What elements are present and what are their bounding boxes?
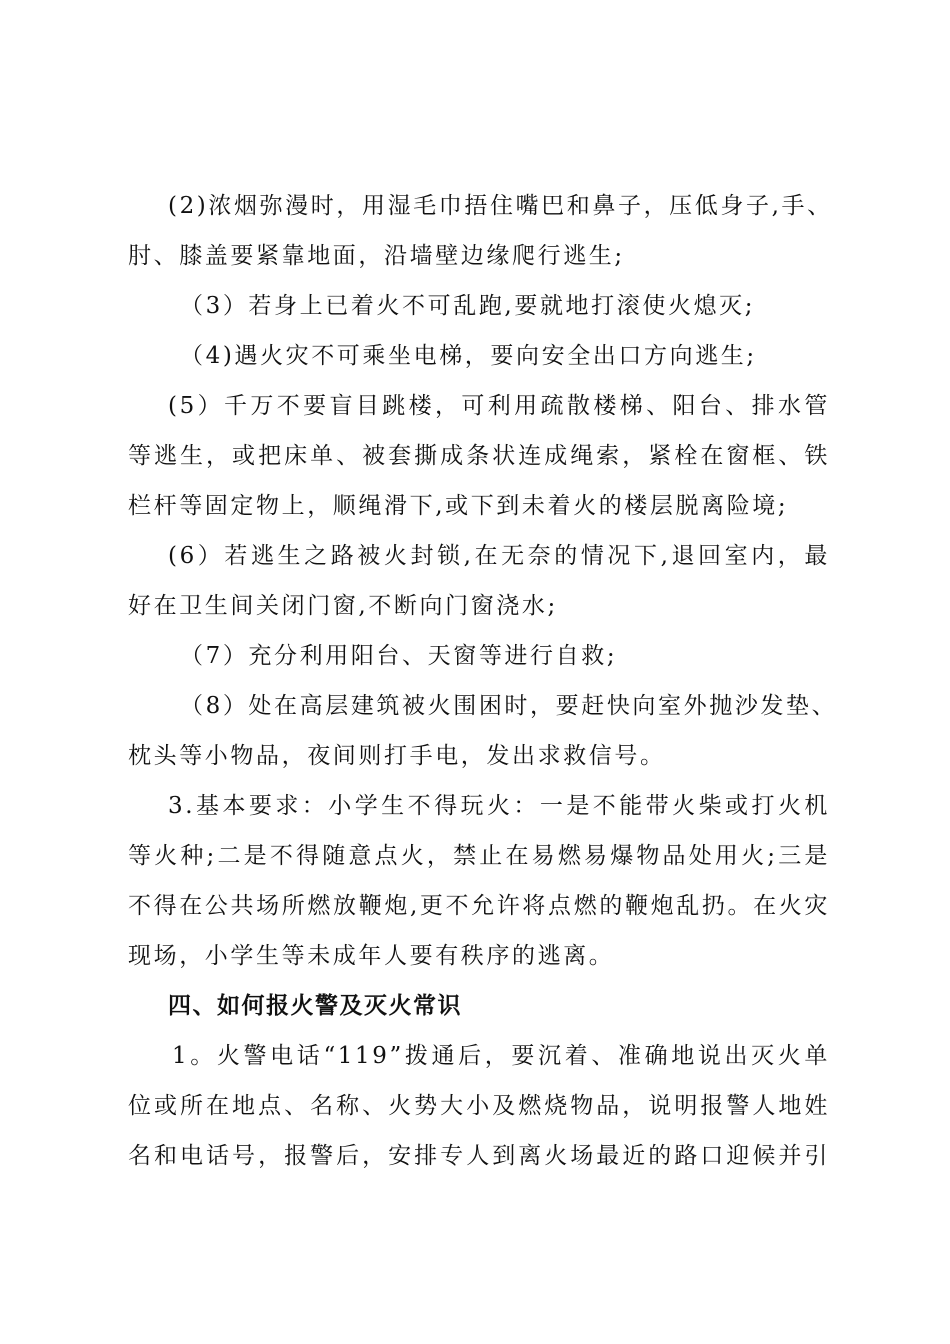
paragraph-line: (5）千万不要盲目跳楼，可利用疏散楼梯、阳台、排水管 — [168, 393, 830, 419]
paragraph-line: (2)浓烟弥漫时，用湿毛巾捂住嘴巴和鼻子，压低身子,手、 — [168, 193, 833, 219]
paragraph-line: 位或所在地点、名称、火势大小及燃烧物品，说明报警人地姓 — [128, 1093, 830, 1119]
paragraph-line: 枕头等小物品，夜间则打手电，发出求救信号。 — [128, 743, 666, 769]
section-heading: 四、如何报火警及灭火常识 — [168, 993, 462, 1019]
paragraph-line: （8）处在高层建筑被火围困时，要赶快向室外抛沙发垫、 — [180, 693, 838, 719]
paragraph-line: 等逃生，或把床单、被套撕成条状连成绳索，紧栓在窗框、铁 — [128, 443, 830, 469]
paragraph-line: 名和电话号，报警后，安排专人到离火场最近的路口迎候并引 — [128, 1143, 830, 1169]
paragraph-line: (6）若逃生之路被火封锁,在无奈的情况下,退回室内，最 — [168, 543, 830, 569]
paragraph-line: 栏杆等固定物上，顺绳滑下,或下到未着火的楼层脱离险境; — [128, 493, 789, 519]
paragraph-line: 3.基本要求：小学生不得玩火：一是不能带火柴或打火机 — [168, 793, 830, 819]
paragraph-line: （3）若身上已着火不可乱跑,要就地打滚使火熄灭; — [180, 293, 756, 319]
paragraph-line: 好在卫生间关闭门窗,不断向门窗浇水; — [128, 593, 558, 619]
paragraph-line: （7）充分利用阳台、天窗等进行自救; — [180, 643, 618, 669]
paragraph-line: 等火种;二是不得随意点火，禁止在易燃易爆物品处用火;三是 — [128, 843, 830, 869]
paragraph-line: 现场，小学生等未成年人要有秩序的逃离。 — [128, 943, 615, 969]
paragraph-line: 不得在公共场所燃放鞭炮,更不允许将点燃的鞭炮乱扔。在火灾 — [128, 893, 830, 919]
paragraph-line: （4)遇火灾不可乘坐电梯，要向安全出口方向逃生; — [180, 343, 757, 369]
paragraph-line: 1。火警电话“119”拨通后，要沉着、准确地说出灭火单 — [172, 1043, 830, 1069]
paragraph-line: 肘、膝盖要紧靠地面，沿墙壁边缘爬行逃生; — [128, 243, 625, 269]
